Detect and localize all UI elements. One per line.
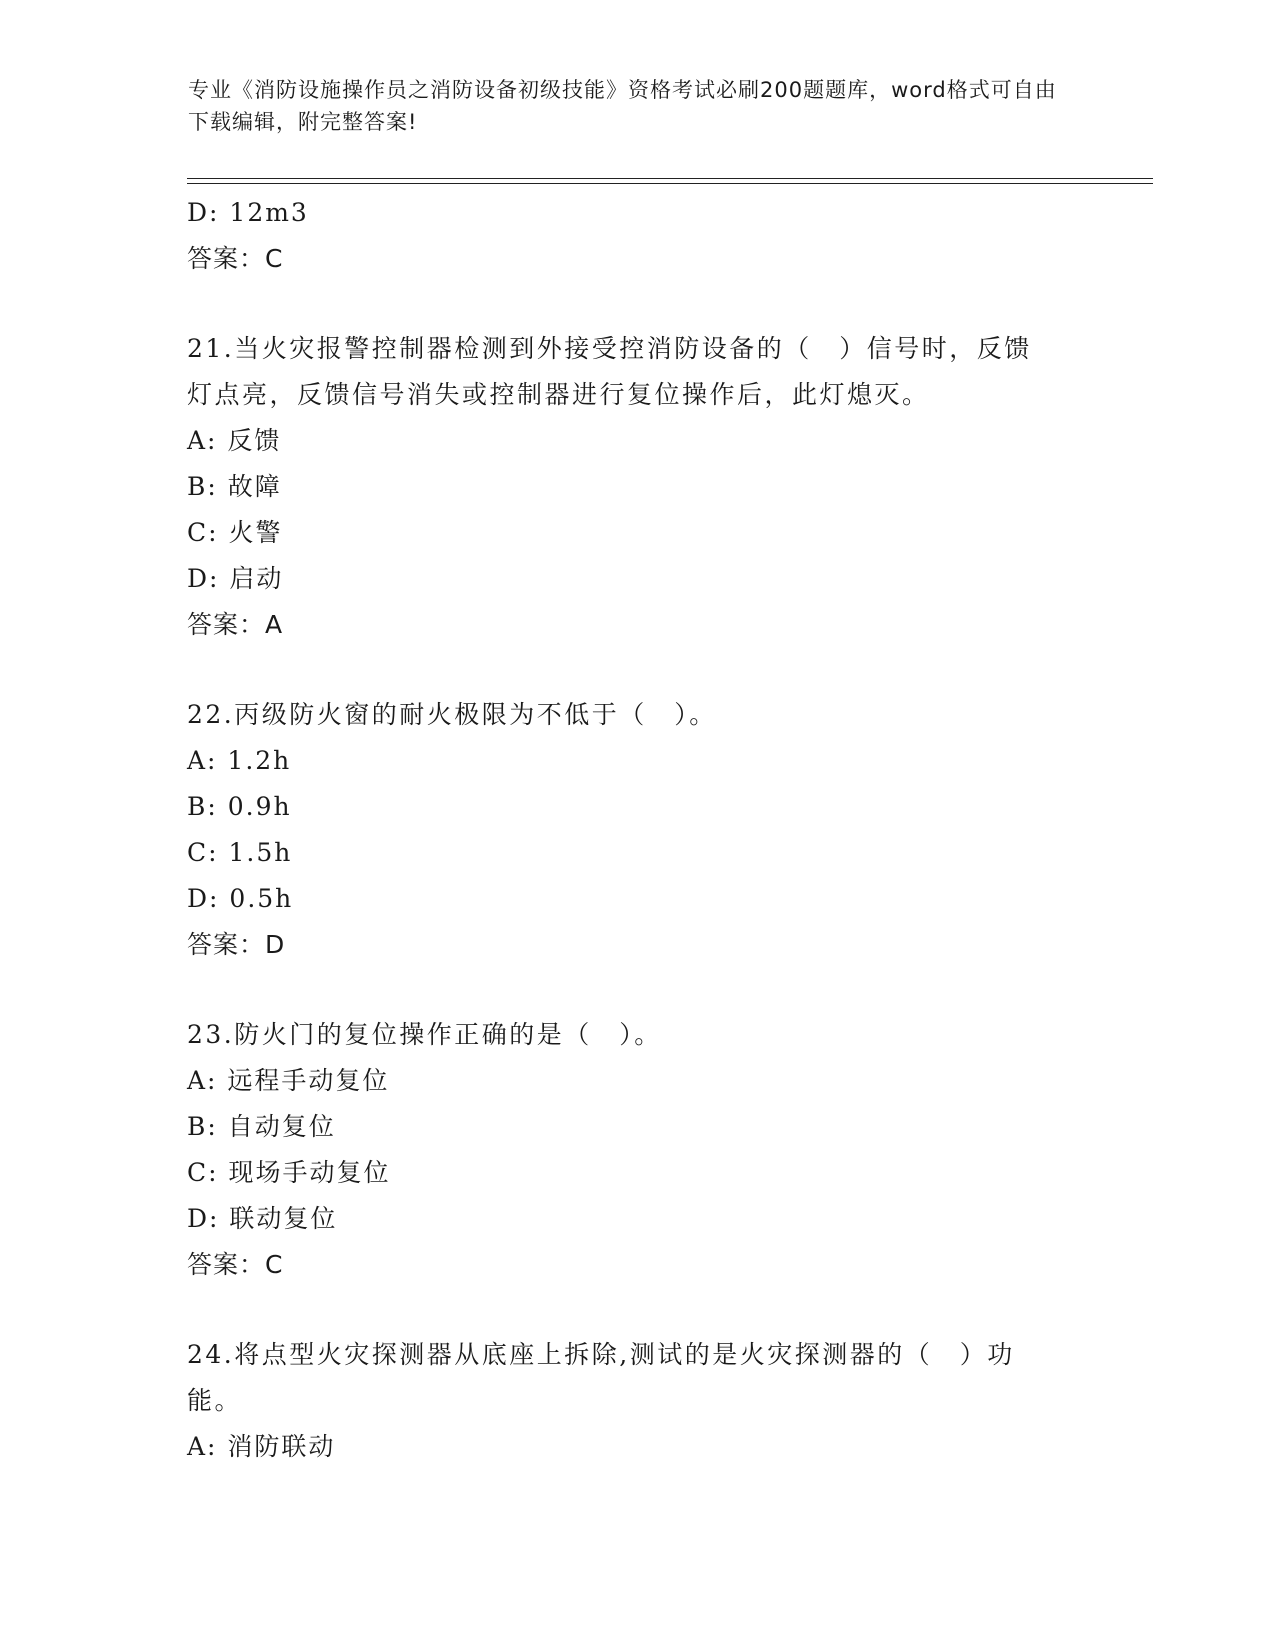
option-b: B: 0.9h bbox=[187, 792, 292, 821]
question-stem: 22.丙级防火窗的耐火极限为不低于（ ）。 bbox=[187, 700, 717, 729]
header-divider-bottom bbox=[187, 183, 1153, 184]
option-a: A: 1.2h bbox=[187, 746, 292, 775]
header-divider-top bbox=[187, 178, 1153, 179]
document-header: 专业《消防设施操作员之消防设备初级技能》资格考试必刷200题题库，word格式可自由下载编辑，附完整答案! bbox=[188, 78, 1057, 134]
option-b: B: 故障 bbox=[187, 472, 282, 501]
answer-line: 答案：C bbox=[187, 244, 284, 273]
option-d: D: 启动 bbox=[187, 564, 284, 593]
option-b: B: 自动复位 bbox=[187, 1112, 336, 1141]
question-stem: 23.防火门的复位操作正确的是（ ）。 bbox=[187, 1020, 662, 1049]
question-stem-continued: 能。 bbox=[187, 1386, 243, 1415]
option-d: D: 12m3 bbox=[187, 198, 309, 227]
option-c: C: 现场手动复位 bbox=[187, 1158, 391, 1187]
question-stem: 24.将点型火灾探测器从底座上拆除,测试的是火灾探测器的（ ）功 bbox=[187, 1340, 1015, 1369]
question-stem: 21.当火灾报警控制器检测到外接受控消防设备的（ ）信号时，反馈 bbox=[187, 334, 1032, 363]
option-c: C: 1.5h bbox=[187, 838, 293, 867]
answer-line: 答案：C bbox=[187, 1250, 284, 1279]
option-d: D: 0.5h bbox=[187, 884, 294, 913]
option-c: C: 火警 bbox=[187, 518, 283, 547]
answer-line: 答案：D bbox=[187, 930, 286, 959]
option-a: A: 远程手动复位 bbox=[187, 1066, 390, 1095]
option-a: A: 反馈 bbox=[187, 426, 282, 455]
option-a: A: 消防联动 bbox=[187, 1432, 336, 1461]
answer-line: 答案：A bbox=[187, 610, 284, 639]
option-d: D: 联动复位 bbox=[187, 1204, 338, 1233]
question-stem-continued: 灯点亮，反馈信号消失或控制器进行复位操作后，此灯熄灭。 bbox=[187, 380, 930, 409]
question-content bbox=[187, 190, 1087, 1470]
